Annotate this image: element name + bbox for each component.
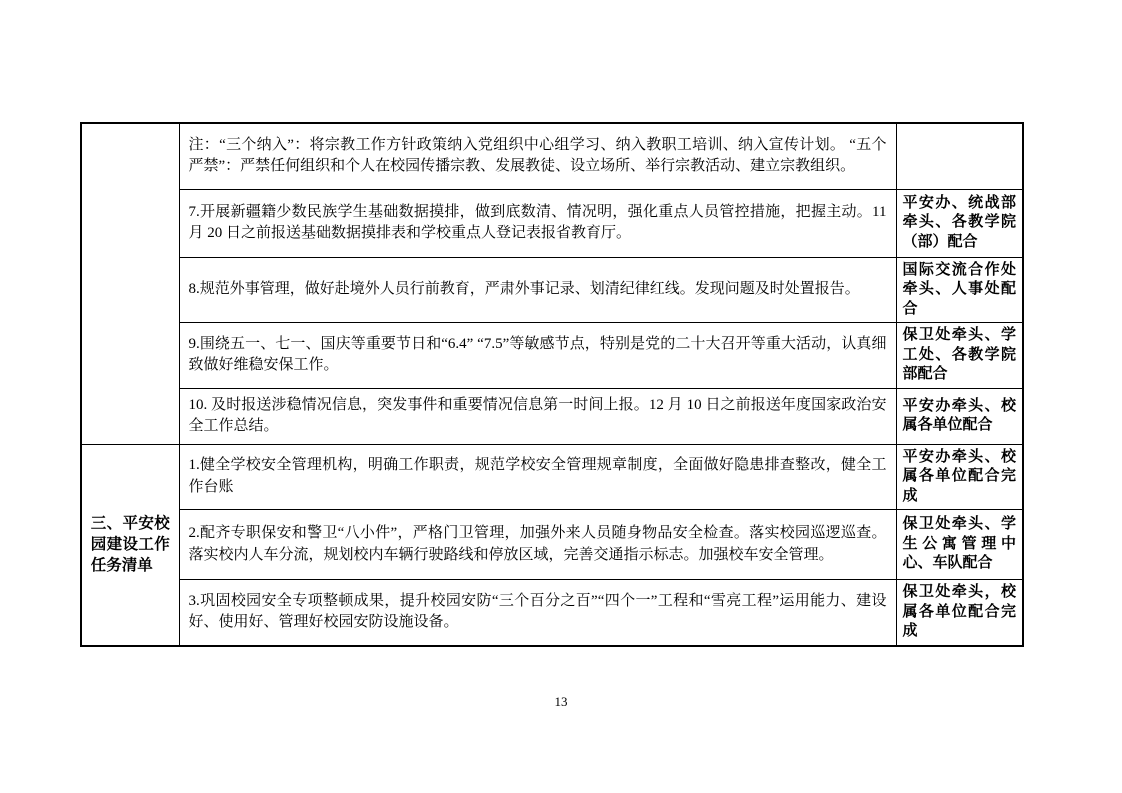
owner-text: 保卫处牵头，校属各单位配合完成 [902, 584, 1016, 639]
section-label-cell [81, 444, 179, 646]
table-row [81, 580, 1023, 646]
document-page [80, 122, 1024, 647]
owner-text: 国际交流合作处牵头、人事处配合 [902, 261, 1016, 317]
section-label: 三、平安校园建设工作任务清单 [90, 515, 170, 574]
table-row [81, 189, 1023, 257]
owner-cell [896, 444, 1023, 510]
owner-cell [896, 510, 1023, 580]
owner-cell [896, 388, 1023, 444]
task-text: 10. 及时报送涉稳情况信息，突发事件和重要情况信息第一时间上报。12 月 10 日之前报送年度国家政治安全工作总结。 [188, 396, 887, 434]
table-row [81, 257, 1023, 323]
task-text: 1.健全学校安全管理机构，明确工作职责，规范学校安全管理规章制度，全面做好隐患排查整改，健全工作台账 [188, 457, 887, 495]
task-cell [179, 323, 896, 389]
table-row [81, 510, 1023, 580]
task-text: 3.巩固校园安全专项整顿成果，提升校园安防“三个百分之百”“四个一”工程和“雪亮工程”运用能力、建设好、使用好、管理好校园安防设施设备。 [188, 592, 887, 631]
owner-text: 平安办牵头、校属各单位配合 [902, 397, 1016, 433]
task-cell [179, 444, 896, 510]
task-text: 8.规范外事管理，做好赴境外人员行前教育，严肃外事记录、划清纪律红线。发现问题及时处置报告。 [188, 281, 860, 297]
owner-cell [896, 123, 1023, 189]
task-text: 注：“三个纳入”：将宗教工作方针政策纳入党组织中心组学习、纳入教职工培训、纳入宣传计划。 “五个严禁”：严禁任何组织和个人在校园传播宗教、发展教徒、设立场所、举行宗教活动、建立宗教组织。 [188, 136, 887, 175]
task-cell [179, 189, 896, 257]
task-cell [179, 123, 896, 189]
page-number: 13 [554, 694, 568, 709]
task-text: 2.配齐专职保安和警卫“八小件”，严格门卫管理，加强外来人员随身物品安全检查。落实校园巡逻巡查。落实校内人车分流，规划校内车辆行驶路线和停放区域，完善交通指示标志。加强校车安全管理。 [188, 525, 887, 563]
task-table [80, 122, 1024, 647]
task-cell [179, 580, 896, 646]
task-cell [179, 510, 896, 580]
owner-cell [896, 257, 1023, 323]
owner-cell [896, 580, 1023, 646]
table-row [81, 444, 1023, 510]
task-text: 7.开展新疆籍少数民族学生基础数据摸排，做到底数清、情况明，强化重点人员管控措施，把握主动。11 月 20 日之前报送基础数据摸排表和学校重点人登记表报省教育厅。 [188, 203, 887, 241]
table-row [81, 388, 1023, 444]
owner-text: 保卫处牵头、学工处、各教学院部配合 [902, 327, 1016, 382]
owner-text: 平安办、统战部牵头、各教学院（部）配合 [902, 194, 1016, 250]
owner-text: 平安办牵头、校属各单位配合完成 [902, 448, 1016, 504]
table-row [81, 123, 1023, 189]
task-cell [179, 388, 896, 444]
table-row [81, 323, 1023, 389]
owner-text: 保卫处牵头、学生公寓管理中心、车队配合 [902, 516, 1016, 572]
task-cell [179, 257, 896, 323]
section-label-cell-empty [81, 123, 179, 444]
task-text: 9.围绕五一、七一、国庆等重要节日和“6.4” “7.5”等敏感节点，特别是党的二十大召开等重大活动，认真细致做好维稳安保工作。 [188, 335, 887, 374]
owner-cell [896, 323, 1023, 389]
owner-cell [896, 189, 1023, 257]
